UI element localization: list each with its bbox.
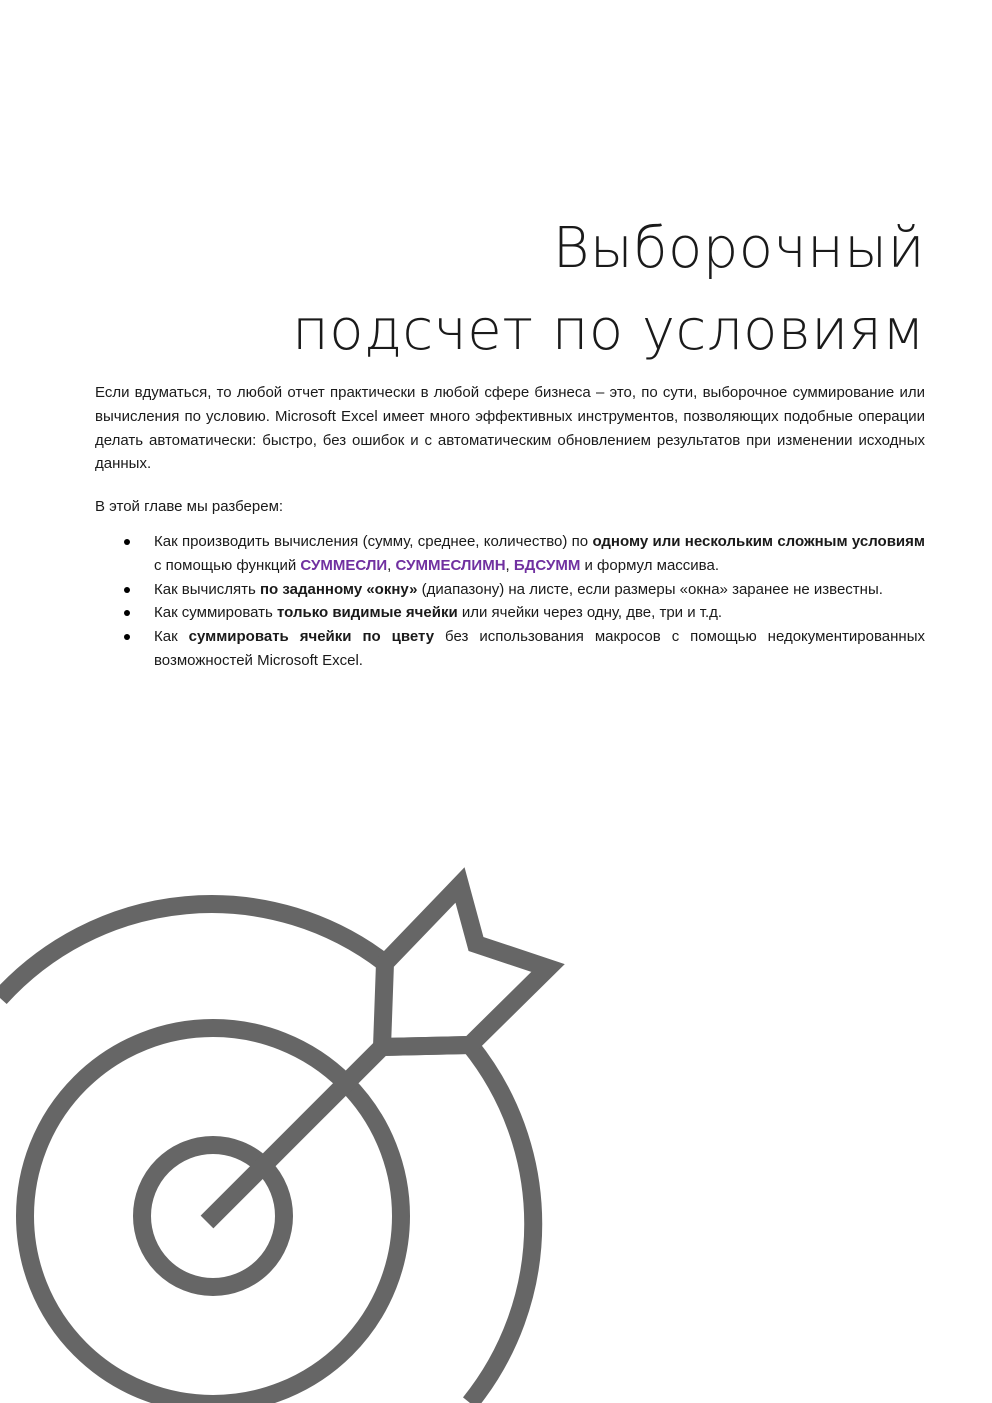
topic-emphasis: по заданному «окну» [259,580,418,598]
topic-emphasis: суммировать ячейки по цвету [188,628,435,646]
topic-item [95,601,925,625]
topic-text: Как суммировать [154,604,277,622]
chapter-title-line-1: Выборочный [552,215,925,281]
bullet-icon [124,587,130,593]
topic-text: с помощью функций [154,556,301,574]
topic-emphasis: одному или нескольким сложным условиям [592,533,925,550]
separator: , [505,556,514,574]
topic-text: (диапазону) на листе, если размеры «окна» заранее не известны. [417,580,883,598]
topic-item [95,625,925,673]
chapter-lead-text: В этой главе мы разберем: [95,498,284,515]
topic-text: и формул массива. [580,556,719,574]
topic-text: или ячейки через одну, две, три и т.д. [457,604,723,622]
bullet-icon [124,610,130,616]
chapter-title-line-2: подсчет по условиям [292,297,925,363]
target-with-arrow-icon [0,860,600,1403]
bullet-icon [124,539,130,545]
topic-text: Как [154,628,189,646]
separator: , [387,556,396,574]
bullet-icon [124,634,130,640]
function-name-sumifs: СУММЕСЛИМН [395,556,506,574]
topic-text: Как вычислять [154,580,260,598]
topic-list [95,530,925,673]
chapter-title [225,208,925,372]
topic-text: без использования макросов с помощью недокументированных возможностей Microsoft Excel. [154,628,925,669]
topic-text: Как производить вычисления (сумму, среднее, количество) по [154,533,593,550]
topic-item [95,578,925,602]
intro-paragraph: Если вдуматься, то любой отчет практически в любой сфере бизнеса – это, по сути, выборочное суммирование или вычисления по условию. Microsoft Excel имеет много эффективных инструментов, позволяющих подобные операции делать автоматически: быстро, без ошибок и с автоматическим обновлением результатов при изменении исходных данных. [95,384,925,473]
function-name-sumif: СУММЕСЛИ [300,556,388,574]
function-name-dsum: БДСУММ [513,556,581,574]
topic-item [95,530,925,578]
topic-emphasis: только видимые ячейки [277,604,458,622]
